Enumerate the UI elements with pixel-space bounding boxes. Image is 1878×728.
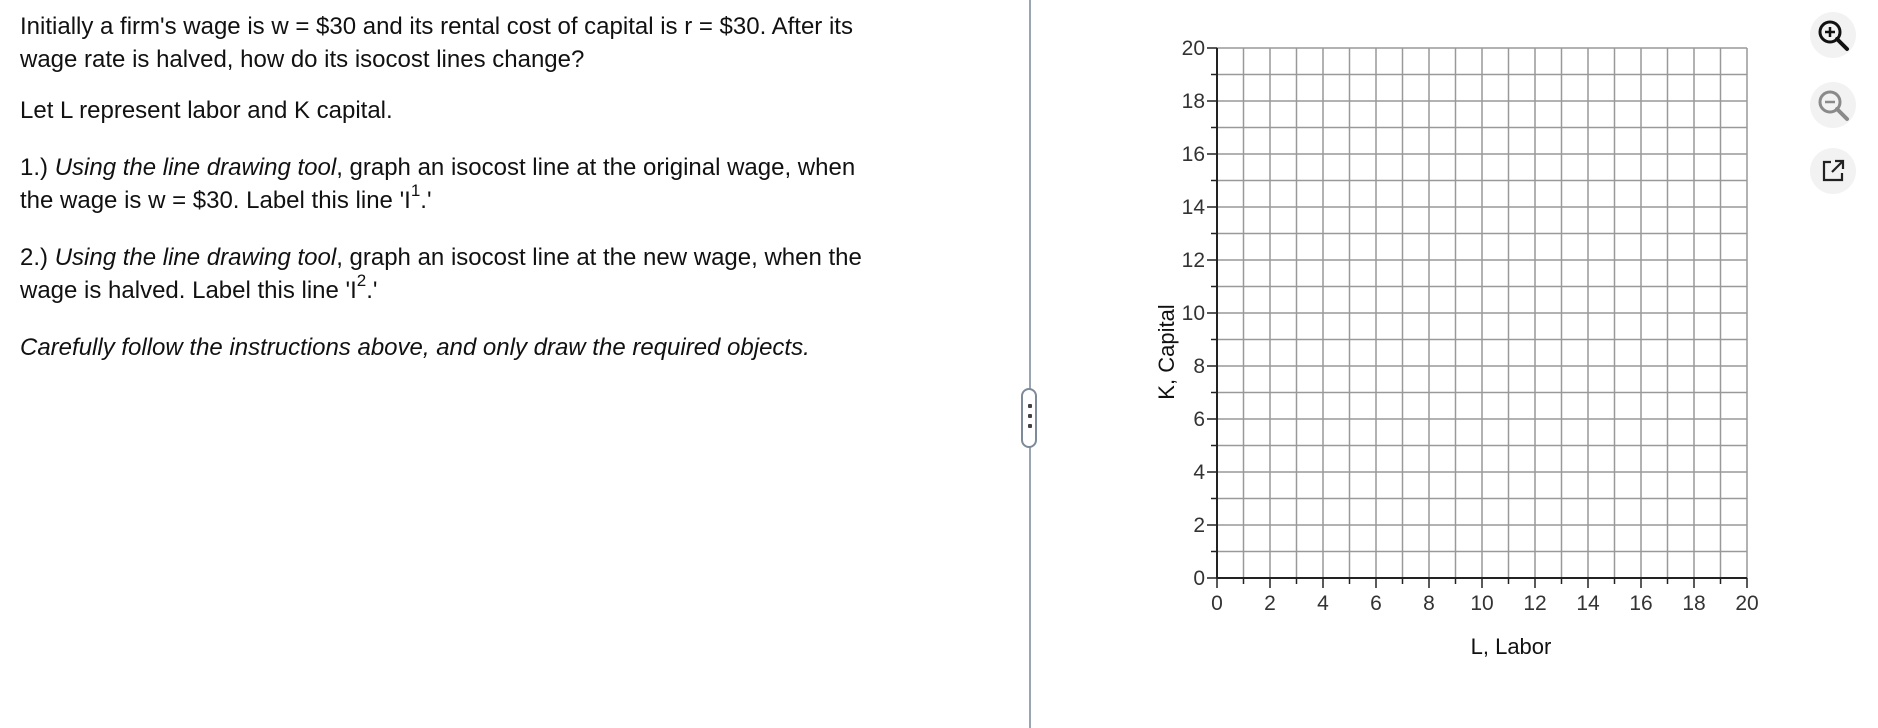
zoom-in-icon	[1816, 18, 1850, 52]
x-tick-label: 6	[1370, 592, 1382, 615]
x-tick-label: 12	[1523, 592, 1547, 615]
x-tick-label: 16	[1629, 592, 1653, 615]
zoom-out-button[interactable]	[1810, 82, 1856, 128]
step-2-superscript: 2	[356, 271, 367, 290]
graph-grid	[1217, 48, 1747, 578]
y-tick-label: 8	[1193, 355, 1205, 378]
step-2-line-2: wage is halved. Label this line 'I	[20, 277, 357, 304]
step-1-italic: Using the line drawing tool	[54, 154, 337, 181]
panel-divider[interactable]	[1029, 0, 1031, 728]
y-tick-label: 16	[1181, 143, 1205, 166]
divider-drag-handle[interactable]	[1021, 388, 1037, 448]
y-tick-label: 12	[1181, 249, 1205, 272]
step-1-line-2: the wage is w = $30. Label this line 'I	[20, 187, 411, 214]
y-tick-label: 6	[1193, 408, 1205, 431]
y-tick-label: 20	[1181, 37, 1205, 60]
step-1-superscript: 1	[410, 181, 421, 200]
step-1-text: , graph an isocost line at the original wage, when	[336, 154, 856, 181]
handle-dot	[1028, 424, 1032, 428]
zoom-in-button[interactable]	[1810, 12, 1856, 58]
intro-line-1: Initially a firm's wage is w = $30 and its rental cost of capital is r = $30. After its	[20, 13, 853, 40]
graph-canvas[interactable]	[1140, 20, 1820, 680]
step-1-end: .'	[420, 187, 432, 214]
graph-axes	[1182, 37, 1759, 615]
y-axis-label: K, Capital	[1154, 304, 1179, 400]
step-2-end: .'	[366, 277, 378, 304]
x-tick-label: 8	[1423, 592, 1435, 615]
x-tick-label: 10	[1470, 592, 1494, 615]
x-tick-label: 14	[1576, 592, 1600, 615]
y-tick-label: 4	[1193, 461, 1205, 484]
question-variables: Let L represent labor and K capital.	[20, 97, 393, 124]
step-2-text: , graph an isocost line at the new wage, when the	[336, 244, 862, 271]
x-tick-label: 18	[1682, 592, 1706, 615]
question-step-1	[20, 151, 980, 217]
step-2-italic: Using the line drawing tool	[54, 244, 337, 271]
popout-icon	[1818, 156, 1848, 186]
handle-dot	[1028, 414, 1032, 418]
y-tick-label: 2	[1193, 514, 1205, 537]
x-tick-label: 4	[1317, 592, 1329, 615]
x-tick-label: 20	[1735, 592, 1759, 615]
x-tick-label: 2	[1264, 592, 1276, 615]
popout-button[interactable]	[1810, 148, 1856, 194]
question-intro	[20, 10, 980, 76]
question-note: Carefully follow the instructions above, and only draw the required objects.	[20, 334, 810, 361]
x-axis-label: L, Labor	[1470, 634, 1552, 659]
y-tick-label: 10	[1181, 302, 1205, 325]
handle-dot	[1028, 404, 1032, 408]
y-tick-label: 14	[1181, 196, 1205, 219]
x-tick-label: 0	[1211, 592, 1223, 615]
zoom-out-icon	[1816, 88, 1850, 122]
question-text	[20, 10, 980, 388]
intro-line-2: wage rate is halved, how do its isocost lines change?	[20, 46, 585, 73]
step-2-prefix: 2.)	[20, 244, 55, 271]
y-tick-label: 0	[1193, 567, 1205, 590]
question-step-2	[20, 241, 980, 307]
y-tick-label: 18	[1181, 90, 1205, 113]
step-1-prefix: 1.)	[20, 154, 55, 181]
